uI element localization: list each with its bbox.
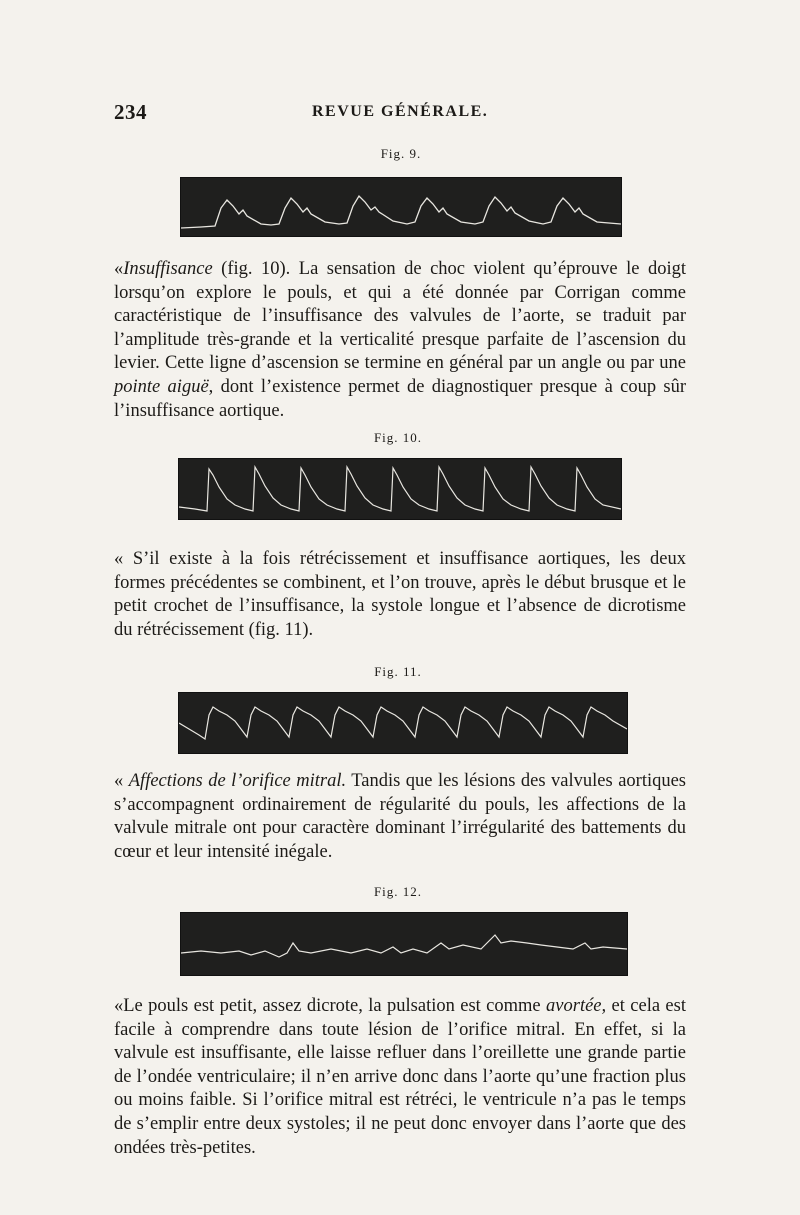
figure-11-trace-svg xyxy=(179,693,627,753)
p3-open-quote: « xyxy=(114,771,129,791)
figure-9-trace-svg xyxy=(181,178,621,236)
paragraph-insuffisance xyxy=(114,258,686,423)
p3-body: Tandis que les lésions des valvules aortiques s’accompagnent ordinairement de régularité du pouls, les affections de la valvule mitrale ont pour caractère dominant l’irrégularité des battements du cœur et leur intensité inégale. xyxy=(114,771,687,862)
figure-9-pulse-trace xyxy=(180,177,622,237)
p1-body-end: , dont l’existence permet de diagnostiquer presque à coup sûr l’insuffisance aortique. xyxy=(114,376,687,421)
figure-11-label: Fig. 11. xyxy=(374,664,422,679)
figure-10-pulse-trace xyxy=(178,458,622,520)
p4-term-avortee: avortée, xyxy=(546,996,607,1016)
p1-term-insuffisance: Insuffisance xyxy=(123,259,213,279)
p1-body: (fig. 10). La sensation de choc violent qu’éprouve le doigt lorsqu’on explore le pouls, et qui a été donnée par Corrigan comme caractéristique de l’insuffisance des valvules de l’aorte, se traduit par l’amplitude très-grande et la verticalité presque parfaite de l’ascension du levier. Cette ligne d’ascension se termine en général par un angle ou par une xyxy=(114,259,687,374)
p1-term-pointe-aigue: pointe aiguë xyxy=(114,376,209,397)
figure-12-pulse-trace xyxy=(180,912,628,976)
p4-body: et cela est facile à comprendre dans toute lésion de l’orifice mitral. En effet, si la valvule est insuffisante, elle laisse refluer dans l’oreillette une grande partie de l’ondée ventriculaire; il n’en arrive donc dans l’aorte qu’une fraction plus ou moins faible. Si l’orifice mitral est rétréci, le ventricule n’a pas le temps de s’emplir entre deux systoles; il ne peut donc envoyer dans l’aorte que des ondées très-petites. xyxy=(114,996,686,1158)
figure-10-label: Fig. 10. xyxy=(373,430,423,445)
paragraph-orifice-mitral xyxy=(114,770,686,864)
p3-heading-affections: Affections de l’orifice mitral. xyxy=(128,771,347,791)
figure-12-label: Fig. 12. xyxy=(373,884,423,899)
page-number: 234 xyxy=(114,100,147,124)
figure-12-trace-svg xyxy=(181,913,627,975)
running-title: REVUE GÉNÉRALE. xyxy=(312,103,489,120)
figure-11-pulse-trace xyxy=(178,692,628,754)
figure-10-trace-svg xyxy=(179,459,621,519)
page-header xyxy=(112,100,687,126)
figure-9-label: Fig. 9. xyxy=(380,146,422,161)
p4-body-start: «Le pouls est petit, assez dicrote, la pulsation est comme xyxy=(114,996,541,1016)
p1-open-quote: « xyxy=(114,259,124,279)
paragraph-pouls-petit xyxy=(114,995,686,1160)
paragraph-retrecissement: « S’il existe à la fois rétrécissement et insuffisance aortiques, les deux formes précédentes se combinent, et l’on trouve, après le début brusque et le petit crochet de l’insuffisance, la systole longue et l’absence de dicrotisme du rétrécissement (fig. 11). xyxy=(114,549,686,640)
